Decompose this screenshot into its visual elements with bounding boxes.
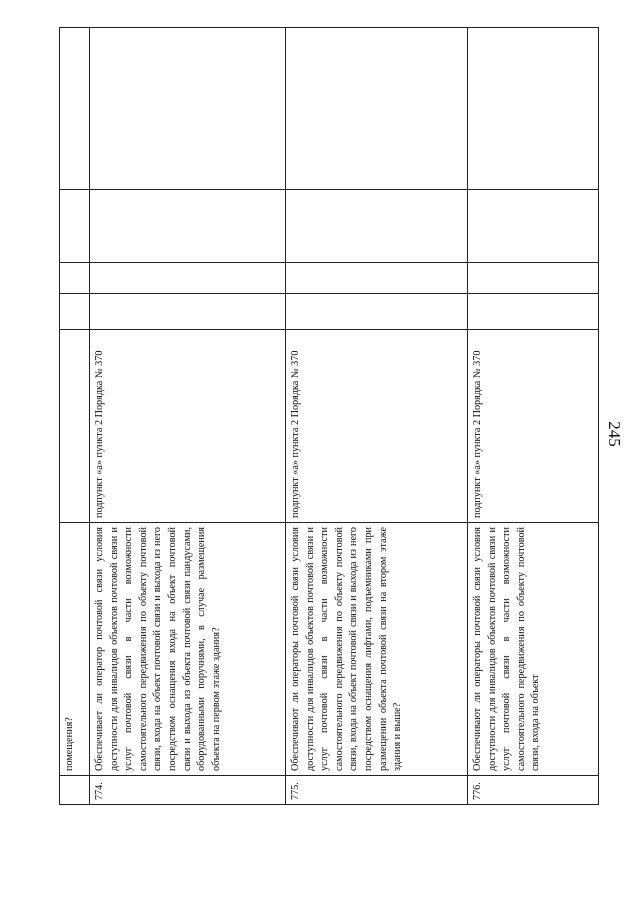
table-row: [90, 27, 286, 804]
cell-reference: подпункт «а» пункта 2 Порядка № 370: [90, 329, 285, 522]
cell-question: Обеспечивают ли операторы почтовой связи условия доступности для инвалидов объектов почтовой связи и услуг почтовой связи в части возможности самостоятельного передвижения по объекту почтовой связи, входа на объект почтовой связи и выхода из него посредством оснащения лифтами, подъемниками при размещении объекта почтовой связи на втором этаже здания и выше?: [286, 522, 467, 775]
cell-notes: [468, 27, 599, 189]
cell-number: [60, 775, 89, 804]
cell-answer-na: [286, 189, 467, 262]
table-row: [468, 27, 599, 804]
page-number: 245: [605, 421, 624, 447]
cell-number: 774.: [90, 775, 285, 804]
cell-reference: [60, 329, 89, 522]
cell-answer-no: [468, 262, 599, 293]
cell-answer-na: [468, 189, 599, 262]
cell-answer-na: [60, 189, 89, 262]
cell-answer-no: [286, 262, 467, 293]
cell-answer-na: [90, 189, 285, 262]
cell-answer-no: [90, 262, 285, 293]
checklist-table: [59, 27, 599, 805]
cell-notes: [60, 27, 89, 189]
cell-answer-yes: [286, 293, 467, 329]
cell-answer-yes: [60, 293, 89, 329]
cell-question: Обеспечивает ли оператор почтовой связи условия доступности для инвалидов объектов почтовой связи и услуг почтовой связи в части возможности самостоятельного передвижения по объекту почтовой связи, входа на объект почтовой связи и выхода из него посредством оснащения входа на объект почтовой связи и выхода из объекта почтовой связи пандусами, оборудованными поручнями, в случае размещения объекта на первом этаже здания?: [90, 522, 285, 775]
cell-number: 776.: [468, 775, 599, 804]
cell-answer-yes: [468, 293, 599, 329]
cell-number: 775.: [286, 775, 467, 804]
cell-answer-yes: [90, 293, 285, 329]
table-row-continuation: [60, 27, 90, 804]
cell-reference: подпункт «а» пункта 2 Порядка № 370: [468, 329, 599, 522]
cell-question: Обеспечивают ли операторы почтовой связи условия доступности для инвалидов объектов почтовой связи и услуг почтовой связи в части возможности самостоятельного передвижения по объекту почтовой связи, входа на объект: [468, 522, 599, 775]
cell-reference: подпункт «а» пункта 2 Порядка № 370: [286, 329, 467, 522]
cell-notes: [286, 27, 467, 189]
cell-notes: [90, 27, 285, 189]
cell-answer-no: [60, 262, 89, 293]
table-row: [286, 27, 468, 804]
cell-question: помещения?: [60, 522, 89, 775]
rotated-table-viewport: [59, 27, 599, 805]
